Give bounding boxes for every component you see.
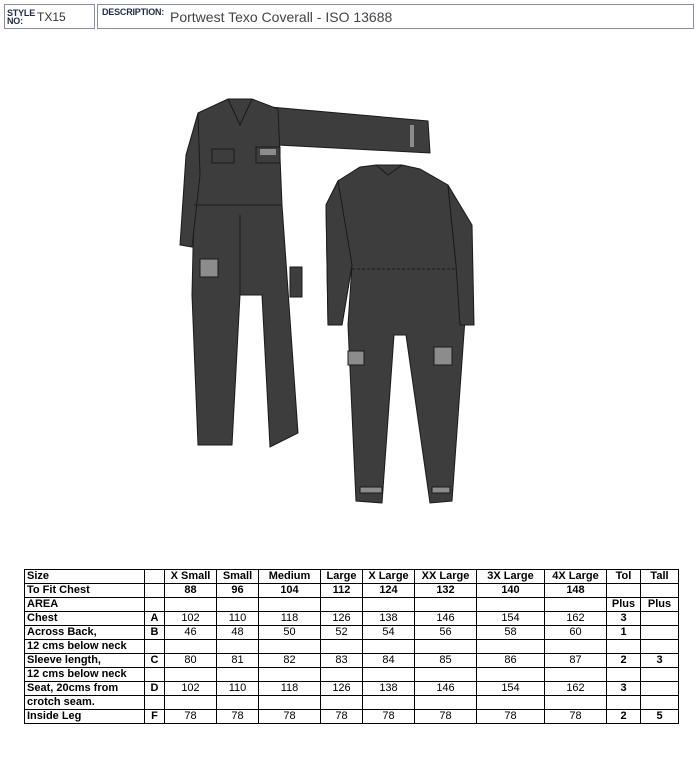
- table-cell: 5: [641, 710, 679, 724]
- table-cell: 162: [545, 612, 607, 626]
- table-cell: 3: [607, 612, 641, 626]
- table-cell: [641, 640, 679, 654]
- table-cell: [641, 612, 679, 626]
- table-cell: [607, 696, 641, 710]
- coverall-illustration: [170, 95, 490, 510]
- table-cell: Inside Leg: [25, 710, 145, 724]
- table-cell: 140: [477, 584, 545, 598]
- table-cell: 3: [641, 654, 679, 668]
- table-row: [25, 696, 679, 710]
- table-cell: 81: [217, 654, 259, 668]
- table-cell: AREA: [25, 598, 145, 612]
- table-cell: A: [145, 612, 165, 626]
- table-cell: 118: [259, 682, 321, 696]
- table-row: [25, 626, 679, 640]
- table-cell: [641, 626, 679, 640]
- table-cell: 138: [363, 612, 415, 626]
- table-header-row: [25, 570, 679, 584]
- table-cell: [641, 682, 679, 696]
- table-cell: Seat, 20cms from: [25, 682, 145, 696]
- table-cell: [259, 668, 321, 682]
- table-cell: 50: [259, 626, 321, 640]
- table-cell: 162: [545, 682, 607, 696]
- table-row: [25, 598, 679, 612]
- table-cell: D: [145, 682, 165, 696]
- table-cell: 78: [321, 710, 363, 724]
- table-cell: [415, 598, 477, 612]
- table-cell: C: [145, 654, 165, 668]
- table-cell: 124: [363, 584, 415, 598]
- table-cell: 82: [259, 654, 321, 668]
- table-cell: 78: [477, 710, 545, 724]
- style-label: STYLE NO:: [7, 8, 36, 26]
- table-cell: Plus: [641, 598, 679, 612]
- table-cell: 110: [217, 612, 259, 626]
- table-cell: 87: [545, 654, 607, 668]
- table-cell: [217, 598, 259, 612]
- description-text: Portwest Texo Coverall - ISO 13688: [170, 9, 393, 25]
- size-spec-table: [24, 569, 679, 724]
- table-cell: 78: [545, 710, 607, 724]
- table-cell: 78: [165, 710, 217, 724]
- table-cell: 132: [415, 584, 477, 598]
- table-cell: [641, 696, 679, 710]
- table-header-cell: Small: [217, 570, 259, 584]
- table-cell: Sleeve length,: [25, 654, 145, 668]
- table-cell: [321, 668, 363, 682]
- table-cell: 148: [545, 584, 607, 598]
- table-cell: Across Back,: [25, 626, 145, 640]
- spec-header: [4, 4, 694, 29]
- table-cell: [545, 668, 607, 682]
- table-cell: [217, 696, 259, 710]
- table-cell: [641, 668, 679, 682]
- table-cell: [363, 696, 415, 710]
- table-cell: [145, 598, 165, 612]
- style-number: TX15: [37, 10, 66, 24]
- table-header-cell: 3X Large: [477, 570, 545, 584]
- table-cell: [165, 598, 217, 612]
- description-label: DESCRIPTION:: [102, 7, 165, 17]
- table-cell: [321, 598, 363, 612]
- table-body: [25, 584, 679, 724]
- table-row: [25, 682, 679, 696]
- table-cell: F: [145, 710, 165, 724]
- table-cell: [217, 668, 259, 682]
- table-cell: [607, 584, 641, 598]
- table-cell: 2: [607, 654, 641, 668]
- style-number-box: [4, 4, 95, 29]
- table-cell: 104: [259, 584, 321, 598]
- table-cell: [145, 668, 165, 682]
- coverall-back: [326, 165, 474, 503]
- table-cell: [145, 640, 165, 654]
- table-cell: 126: [321, 682, 363, 696]
- table-cell: 78: [415, 710, 477, 724]
- table-cell: [545, 696, 607, 710]
- table-cell: 48: [217, 626, 259, 640]
- table-header-cell: XX Large: [415, 570, 477, 584]
- table-row: [25, 668, 679, 682]
- table-cell: 3: [607, 682, 641, 696]
- table-cell: [477, 696, 545, 710]
- table-cell: To Fit Chest: [25, 584, 145, 598]
- table-header-cell: Medium: [259, 570, 321, 584]
- table-row: [25, 654, 679, 668]
- table-cell: [477, 640, 545, 654]
- table-header-cell: Large: [321, 570, 363, 584]
- table-cell: [259, 640, 321, 654]
- table-cell: 88: [165, 584, 217, 598]
- table-cell: 110: [217, 682, 259, 696]
- table-cell: 12 cms below neck: [25, 640, 145, 654]
- table-cell: [363, 668, 415, 682]
- table-cell: 84: [363, 654, 415, 668]
- table-header-cell: Size: [25, 570, 145, 584]
- description-box: [97, 4, 694, 29]
- table-cell: 138: [363, 682, 415, 696]
- table-cell: [415, 668, 477, 682]
- table-cell: [607, 640, 641, 654]
- table-cell: 102: [165, 682, 217, 696]
- table-header-cell: 4X Large: [545, 570, 607, 584]
- table-cell: [641, 584, 679, 598]
- table-cell: 2: [607, 710, 641, 724]
- table-cell: [415, 696, 477, 710]
- table-cell: 83: [321, 654, 363, 668]
- table-cell: 146: [415, 612, 477, 626]
- table-cell: [145, 584, 165, 598]
- table-cell: 96: [217, 584, 259, 598]
- table-header-cell: X Small: [165, 570, 217, 584]
- table-cell: [165, 640, 217, 654]
- table-row: [25, 640, 679, 654]
- table-cell: [545, 640, 607, 654]
- table-cell: 118: [259, 612, 321, 626]
- table-cell: 154: [477, 612, 545, 626]
- table-cell: [165, 696, 217, 710]
- table-header-cell: X Large: [363, 570, 415, 584]
- table-cell: 12 cms below neck: [25, 668, 145, 682]
- table-cell: 154: [477, 682, 545, 696]
- table-row: [25, 612, 679, 626]
- table-cell: 85: [415, 654, 477, 668]
- table-row: [25, 584, 679, 598]
- table-cell: [217, 640, 259, 654]
- table-header-cell: Tall: [641, 570, 679, 584]
- table-cell: 60: [545, 626, 607, 640]
- table-cell: 86: [477, 654, 545, 668]
- table-cell: [259, 696, 321, 710]
- table-cell: [545, 598, 607, 612]
- table-cell: [363, 598, 415, 612]
- table-cell: 52: [321, 626, 363, 640]
- table-cell: 58: [477, 626, 545, 640]
- table-cell: crotch seam.: [25, 696, 145, 710]
- table-cell: 78: [217, 710, 259, 724]
- table-cell: 146: [415, 682, 477, 696]
- table-cell: [165, 668, 217, 682]
- table-cell: [363, 640, 415, 654]
- table-cell: [607, 668, 641, 682]
- table-cell: 46: [165, 626, 217, 640]
- table-cell: B: [145, 626, 165, 640]
- table-cell: Chest: [25, 612, 145, 626]
- table-cell: 54: [363, 626, 415, 640]
- table-cell: 56: [415, 626, 477, 640]
- table-cell: [477, 598, 545, 612]
- table-cell: 126: [321, 612, 363, 626]
- table-cell: [259, 598, 321, 612]
- table-cell: 78: [259, 710, 321, 724]
- table-cell: 102: [165, 612, 217, 626]
- table-row: [25, 710, 679, 724]
- table-cell: 78: [363, 710, 415, 724]
- table-cell: [415, 640, 477, 654]
- table-cell: [321, 696, 363, 710]
- table-cell: [477, 668, 545, 682]
- table-cell: [145, 696, 165, 710]
- table-cell: 80: [165, 654, 217, 668]
- table-header-cell: [145, 570, 165, 584]
- table-cell: [321, 640, 363, 654]
- table-cell: Plus: [607, 598, 641, 612]
- table-cell: 112: [321, 584, 363, 598]
- table-cell: 1: [607, 626, 641, 640]
- table-header-cell: Tol: [607, 570, 641, 584]
